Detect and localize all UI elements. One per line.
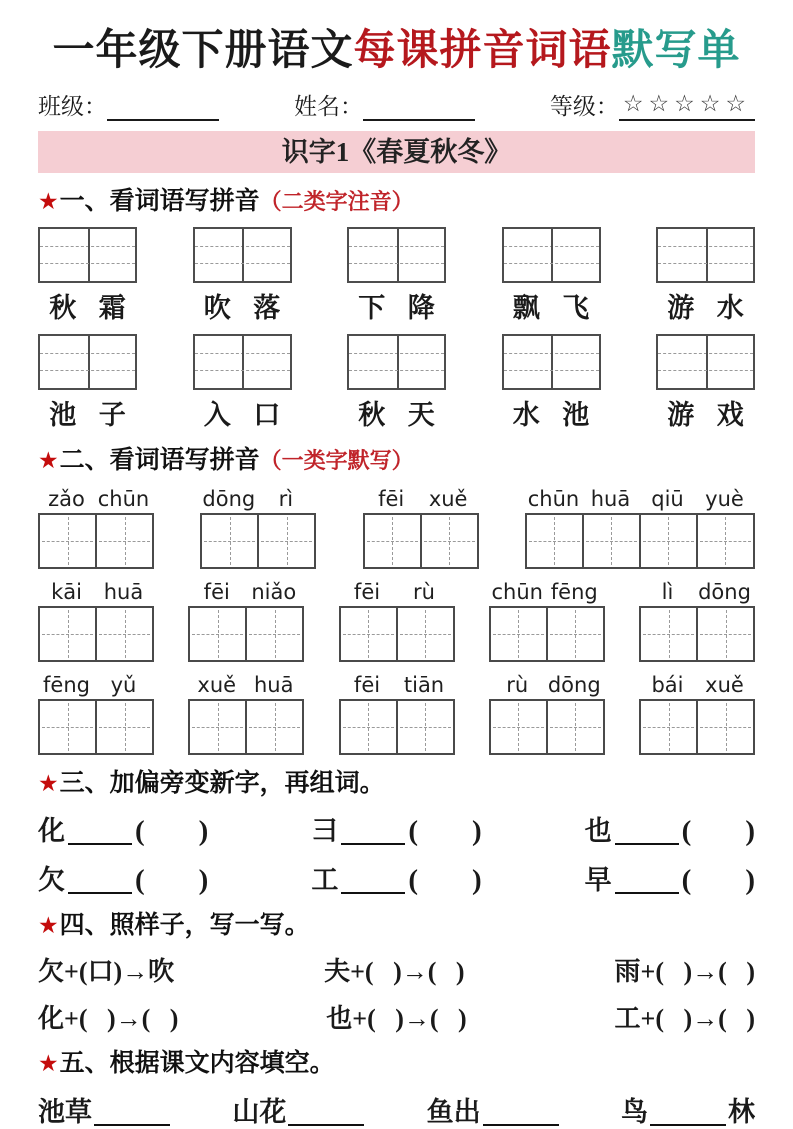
- word-char: 子: [98, 399, 126, 430]
- base-char: 工: [311, 865, 339, 896]
- writing-cell: [341, 608, 398, 660]
- fill-blank-pre: 山花: [232, 1096, 287, 1127]
- writing-cell: [40, 701, 97, 753]
- word-chars: [38, 393, 137, 432]
- pinyin-labels: [525, 487, 755, 511]
- pinyin-word-group: [38, 487, 154, 569]
- writing-cell: [97, 515, 152, 567]
- pinyin-syllable: lì: [661, 579, 674, 604]
- pinyin-syllable: dōng: [547, 672, 601, 697]
- writing-cell: [641, 701, 698, 753]
- star-icon: ★: [38, 189, 59, 216]
- pinyin-word-group: [639, 580, 755, 662]
- pinyin-syllable: xuě: [197, 672, 237, 697]
- section3-row1: [38, 809, 755, 848]
- pinyin-labels: [339, 673, 455, 697]
- pinyin-word-group: [188, 673, 304, 755]
- paren-open: (: [135, 864, 145, 897]
- box-divider: [242, 336, 244, 388]
- word-char: 吹: [203, 292, 231, 323]
- writing-cell: [259, 515, 314, 567]
- fill-blank-item: [427, 1090, 561, 1129]
- pinyin-labels: [38, 487, 154, 511]
- pinyin-word-group: [200, 487, 316, 569]
- student-info-row: [38, 88, 755, 121]
- pinyin-syllable: rù: [506, 672, 529, 697]
- writing-grid: [525, 513, 755, 569]
- pinyin-syllable: chūn: [97, 486, 150, 511]
- base-char: 彐: [311, 816, 339, 847]
- pinyin-syllable: fēi: [203, 579, 230, 604]
- pinyin-write-box: [656, 227, 755, 283]
- writing-cell: [40, 515, 97, 567]
- writing-cell: [584, 515, 641, 567]
- section1-note: （二类字注音）: [259, 189, 414, 215]
- writing-cell: [190, 608, 247, 660]
- writing-grid: [363, 513, 479, 569]
- writing-grid: [188, 699, 304, 755]
- word-char: 降: [407, 292, 435, 323]
- pinyin-labels: [363, 487, 479, 511]
- section4-heading: 四、照样子，写一写。: [59, 912, 310, 940]
- section4-row2: [38, 998, 755, 1035]
- pinyin-write-box: [193, 227, 292, 283]
- word-char: 游: [667, 292, 695, 323]
- paren-close: ): [472, 864, 482, 897]
- fill-blank-pre: 鸟: [620, 1096, 648, 1127]
- paren-close: ): [745, 815, 755, 848]
- writing-cell: [398, 608, 453, 660]
- box-divider: [397, 229, 399, 281]
- writing-cell: [40, 608, 97, 660]
- box-divider: [706, 229, 708, 281]
- writing-cell: [190, 701, 247, 753]
- pinyin-syllable: rì: [278, 486, 294, 511]
- word-chars: [656, 393, 755, 432]
- pinyin-syllable: fēi: [378, 486, 405, 511]
- fill-blank-item: [38, 1090, 172, 1129]
- page-title: [38, 26, 755, 76]
- writing-cell: [491, 701, 548, 753]
- pinyin-labels: [489, 580, 605, 604]
- word-char: 水: [716, 292, 744, 323]
- pinyin-labels: [38, 673, 154, 697]
- writing-grid: [38, 699, 154, 755]
- word-char: 游: [667, 399, 695, 430]
- compose-exercise-item: 欠+(口)→吹: [38, 957, 175, 987]
- pinyin-syllable: qiū: [651, 486, 684, 511]
- word-char: 戏: [716, 399, 744, 430]
- fill-blank-pre: 鱼出: [426, 1096, 481, 1127]
- pinyin-syllable: xuě: [705, 672, 744, 697]
- pinyin-word-group: [38, 673, 154, 755]
- base-char: 也: [584, 816, 612, 847]
- section1-row1: [38, 227, 755, 325]
- pinyin-syllable: huā: [254, 672, 294, 697]
- word-char: 飞: [562, 292, 590, 323]
- word-unit: [502, 334, 601, 432]
- word-chars: [656, 286, 755, 325]
- pinyin-labels: [339, 580, 455, 604]
- star-icon: ★: [38, 770, 59, 797]
- writing-grid: [489, 699, 605, 755]
- writing-cell: [97, 701, 152, 753]
- class-label: 班级：: [38, 94, 107, 120]
- pinyin-syllable: dōng: [202, 486, 256, 511]
- pinyin-word-group: [339, 580, 455, 662]
- pinyin-syllable: yuè: [705, 486, 744, 511]
- star-icon: ★: [38, 447, 59, 474]
- answer-blank-line: [68, 837, 132, 845]
- fill-blank-item: [621, 1090, 755, 1129]
- section3-heading: 三、加偏旁变新字，再组词。: [59, 769, 385, 797]
- word-char: 落: [253, 292, 281, 323]
- box-divider: [88, 336, 90, 388]
- writing-cell: [422, 515, 477, 567]
- pinyin-syllable: zǎo: [48, 486, 85, 511]
- word-chars: [193, 393, 292, 432]
- box-divider: [551, 336, 553, 388]
- writing-cell: [527, 515, 584, 567]
- section5-row: [38, 1090, 755, 1129]
- pinyin-syllable: yǔ: [110, 672, 137, 697]
- word-char: 天: [407, 399, 435, 430]
- pinyin-syllable: xuě: [428, 486, 468, 511]
- word-unit: [38, 227, 137, 325]
- pinyin-syllable: huā: [103, 579, 144, 604]
- section5-heading: 五、根据课文内容填空。: [59, 1050, 335, 1078]
- writing-cell: [247, 701, 302, 753]
- writing-cell: [548, 608, 603, 660]
- word-unit: [347, 334, 446, 432]
- pinyin-word-group: [489, 580, 605, 662]
- word-char: 池: [49, 399, 77, 430]
- radical-exercise-item: [311, 809, 481, 848]
- pinyin-word-group: [489, 673, 605, 755]
- word-unit: [656, 334, 755, 432]
- writing-cell: [398, 701, 453, 753]
- writing-cell: [698, 515, 753, 567]
- pinyin-write-box: [38, 227, 137, 283]
- writing-cell: [202, 515, 259, 567]
- section2-row2: [38, 580, 755, 662]
- writing-grid: [639, 699, 755, 755]
- grade-field: [550, 88, 755, 121]
- pinyin-word-group: [363, 487, 479, 569]
- section3-header: [38, 768, 755, 799]
- base-char: 早: [584, 865, 612, 896]
- word-char: 秋: [49, 292, 77, 323]
- writing-cell: [247, 608, 302, 660]
- section2-note: （一类字默写）: [259, 447, 414, 473]
- answer-blank-line: [68, 886, 132, 894]
- pinyin-write-box: [502, 227, 601, 283]
- pinyin-syllable: rù: [413, 579, 435, 604]
- class-field: [38, 88, 219, 121]
- answer-blank-line: [341, 837, 405, 845]
- writing-cell: [341, 701, 398, 753]
- section2-row1: [38, 487, 755, 569]
- radical-exercise-item: [311, 858, 481, 897]
- pinyin-write-box: [347, 334, 446, 390]
- pinyin-syllable: fēi: [353, 672, 381, 697]
- fill-blank-pre: 池草: [38, 1096, 92, 1127]
- pinyin-syllable: fēng: [550, 579, 598, 604]
- pinyin-word-group: [188, 580, 304, 662]
- box-divider: [88, 229, 90, 281]
- answer-blank-line: [615, 837, 679, 845]
- pinyin-syllable: huā: [590, 486, 631, 511]
- name-blank-line: [363, 95, 475, 121]
- word-unit: [502, 227, 601, 325]
- word-char: 入: [203, 399, 231, 430]
- pinyin-labels: [188, 673, 304, 697]
- writing-grid: [489, 606, 605, 662]
- pinyin-syllable: chūn: [491, 579, 543, 604]
- name-label: 姓名：: [293, 94, 363, 120]
- word-char: 水: [512, 399, 540, 430]
- pinyin-labels: [188, 580, 304, 604]
- star-rating: ☆☆☆☆☆: [619, 89, 755, 121]
- paren-open: (: [681, 864, 692, 897]
- box-divider: [706, 336, 708, 388]
- pinyin-word-group: [639, 673, 755, 755]
- pinyin-syllable: dōng: [698, 579, 751, 604]
- pinyin-syllable: niǎo: [251, 579, 297, 604]
- writing-cell: [698, 701, 753, 753]
- section2-heading: 二、看词语写拼音: [59, 446, 260, 474]
- word-char: 口: [253, 399, 281, 430]
- pinyin-write-box: [656, 334, 755, 390]
- writing-cell: [641, 608, 698, 660]
- section1-heading: 一、看词语写拼音: [59, 188, 260, 216]
- pinyin-labels: [639, 673, 755, 697]
- radical-exercise-item: [585, 858, 755, 897]
- writing-cell: [548, 701, 603, 753]
- writing-grid: [38, 606, 154, 662]
- title-topic-segment: 每课拼音词语: [353, 28, 612, 74]
- star-icon: ★: [38, 1051, 59, 1078]
- pinyin-labels: [639, 580, 755, 604]
- compose-exercise-item: 雨+( )→( ): [614, 957, 755, 987]
- word-unit: [656, 227, 755, 325]
- base-char: 欠: [38, 865, 65, 896]
- writing-grid: [38, 513, 154, 569]
- paren-open: (: [135, 815, 145, 848]
- pinyin-syllable: bái: [651, 672, 684, 697]
- word-chars: [347, 286, 446, 325]
- base-char: 化: [38, 816, 65, 847]
- compose-exercise-item: 化+( )→( ): [38, 1004, 179, 1034]
- pinyin-syllable: kāi: [51, 579, 82, 604]
- fill-blank-post: 林: [727, 1096, 755, 1127]
- section4-header: [38, 910, 755, 941]
- pinyin-syllable: tiān: [403, 672, 445, 697]
- box-divider: [551, 229, 553, 281]
- pinyin-write-box: [347, 227, 446, 283]
- section1-row2: [38, 334, 755, 432]
- word-char: 池: [562, 399, 590, 430]
- pinyin-syllable: chūn: [527, 486, 580, 511]
- word-chars: [193, 286, 292, 325]
- compose-exercise-item: 也+( )→( ): [326, 1004, 467, 1034]
- word-chars: [347, 393, 446, 432]
- star-icon: ★: [38, 913, 59, 940]
- pinyin-syllable: fēi: [353, 579, 381, 604]
- section5-header: [38, 1048, 755, 1079]
- pinyin-labels: [489, 673, 605, 697]
- box-divider: [397, 336, 399, 388]
- paren-close: ): [472, 815, 482, 848]
- word-chars: [502, 393, 601, 432]
- writing-grid: [188, 606, 304, 662]
- pinyin-write-box: [38, 334, 137, 390]
- word-unit: [347, 227, 446, 325]
- writing-cell: [641, 515, 698, 567]
- section2-header: [38, 445, 755, 476]
- box-divider: [242, 229, 244, 281]
- answer-blank-line: [615, 886, 679, 894]
- writing-grid: [639, 606, 755, 662]
- word-char: 霜: [98, 292, 126, 323]
- section3-row2: [38, 858, 755, 897]
- pinyin-word-group: [339, 673, 455, 755]
- fill-blank-item: [232, 1090, 366, 1129]
- word-char: 秋: [358, 399, 386, 430]
- paren-open: (: [681, 815, 692, 848]
- answer-blank-line: [341, 886, 405, 894]
- writing-grid: [200, 513, 316, 569]
- lesson-banner: 识字1《春夏秋冬》: [38, 131, 755, 173]
- pinyin-write-box: [193, 334, 292, 390]
- word-unit: [193, 227, 292, 325]
- pinyin-write-box: [502, 334, 601, 390]
- paren-close: ): [198, 864, 209, 897]
- word-chars: [38, 286, 137, 325]
- paren-open: (: [408, 815, 418, 848]
- title-grade-segment: 一年级下册语文: [52, 28, 354, 74]
- pinyin-labels: [38, 580, 154, 604]
- radical-exercise-item: [38, 809, 208, 848]
- writing-cell: [97, 608, 152, 660]
- word-char: 飘: [512, 292, 540, 323]
- writing-grid: [339, 606, 455, 662]
- word-char: 下: [358, 292, 386, 323]
- pinyin-syllable: fēng: [43, 672, 90, 697]
- class-blank-line: [107, 95, 219, 121]
- section4-row1: [38, 951, 755, 988]
- writing-cell: [491, 608, 548, 660]
- compose-exercise-item: 夫+( )→( ): [324, 957, 465, 987]
- grade-label: 等级：: [549, 94, 619, 120]
- writing-grid: [339, 699, 455, 755]
- radical-exercise-item: [38, 858, 208, 897]
- pinyin-labels: [200, 487, 316, 511]
- section2-row3: [38, 673, 755, 755]
- paren-close: ): [745, 864, 755, 897]
- paren-open: (: [408, 864, 418, 897]
- name-field: [294, 88, 475, 121]
- compose-exercise-item: 工+( )→( ): [614, 1004, 755, 1034]
- word-chars: [502, 286, 601, 325]
- word-unit: [193, 334, 292, 432]
- paren-close: ): [198, 815, 209, 848]
- writing-cell: [365, 515, 422, 567]
- title-type-segment: 默写单: [611, 28, 741, 74]
- pinyin-word-group: [38, 580, 154, 662]
- radical-exercise-item: [585, 809, 755, 848]
- section1-header: [38, 186, 755, 217]
- word-unit: [38, 334, 137, 432]
- pinyin-word-group: [525, 487, 755, 569]
- writing-cell: [698, 608, 753, 660]
